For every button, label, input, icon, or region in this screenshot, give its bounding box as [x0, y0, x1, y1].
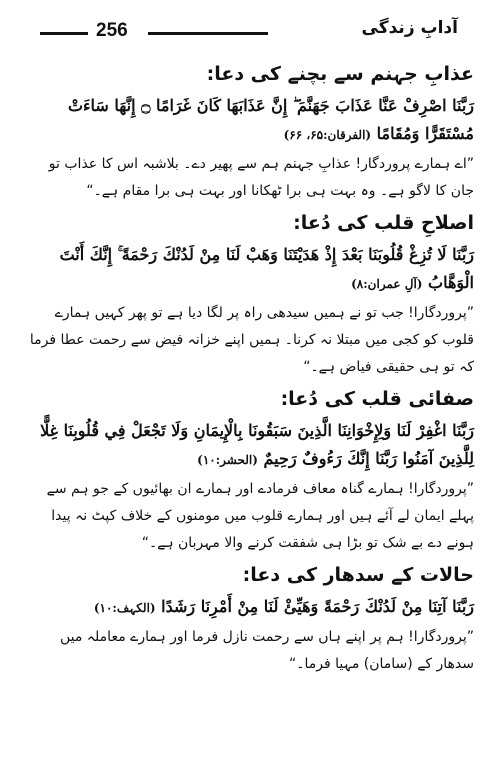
arabic-text: رَبَّنَا لَا تُزِغْ قُلُوبَنَا بَعْدَ إِذْ هَدَيْتَنَا وَهَبْ لَنَا مِنْ لَدُنْكَ رَحْمَةً ۚ إِنَّكَ أَنْتَ الْوَهَّابُ [59, 245, 474, 292]
verse-reference: (آلِ عمران:۸) [351, 277, 423, 291]
verse-reference: (الکہف:۱۰) [93, 601, 156, 615]
page-number: 256 [96, 20, 128, 41]
arabic-verse [22, 241, 474, 298]
header-rule-right [148, 32, 268, 35]
section-halat-sudhar [22, 561, 474, 678]
translation-text: ”پروردگارا! جب تو نے ہمیں سیدھی راہ پر لگا دیا ہے تو پھر کہیں ہمارے قلوب کو کجی میں مبتلا نہ کرنا۔ ہمیں اپنے خزانہ فیض سے رحمت عطا فرما کہ تو ہی حقیقی فیاض ہے۔“ [29, 305, 474, 375]
section-heading: صفائی قلب کی دُعا: [280, 388, 474, 410]
section-jahannam [22, 60, 474, 205]
arabic-verse [22, 593, 474, 622]
translation-text: ”اے ہمارے پروردگار! عذابِ جہنم ہم سے پھیر دے۔ بلاشبہ اس کا عذاب تو جان کا لاگو ہے۔ وہ بہت ہی برا ٹھکانا اور بہت ہی برا مقام ہے۔“ [48, 156, 474, 199]
arabic-text: رَبَّنَا آتِنَا مِنْ لَدُنْكَ رَحْمَةً وَهَيِّئْ لَنَا مِنْ أَمْرِنَا رَشَدًا [161, 597, 474, 616]
running-title: آدابِ زندگی [361, 18, 458, 38]
section-heading: اصلاحِ قلب کی دُعا: [293, 212, 474, 234]
arabic-verse [22, 92, 474, 149]
translation-text: ”پروردگارا! ہم پر اپنے ہاں سے رحمت نازل فرما اور ہمارے معاملہ میں سدھار کے (سامان) مہیا فرما۔“ [60, 629, 474, 672]
verse-reference: (الفرقان:۶۵، ۶۶) [283, 128, 372, 142]
translation-text: ”پروردگارا! ہمارے گناہ معاف فرمادے اور ہمارے ان بھائیوں کے جو ہم سے پہلے ایمان لے آئے ہیں اور ہمارے قلوب میں مومنوں کے خلاف کپٹ نہ پیدا ہونے دے بے شک تو بڑا ہی شفقت کرنے والا مہربان ہے۔“ [46, 481, 474, 551]
arabic-text: رَبَّنَا اغْفِرْ لَنَا وَلِإِخْوَانِنَا الَّذِينَ سَبَقُونَا بِالْإِيمَانِ وَلَا تَجْعَلْ فِي قُلُوبِنَا غِلًّا لِلَّذِينَ آمَنُوا رَبَّنَا إِنَّكَ رَءُوفٌ رَحِيمٌ [40, 421, 474, 468]
section-islah-qalb [22, 209, 474, 381]
page-content [22, 56, 474, 682]
verse-reference: (الحشر:۱۰) [197, 453, 258, 467]
arabic-verse [22, 417, 474, 474]
section-heading: حالات کے سدھار کی دعا: [242, 564, 474, 586]
arabic-text: رَبَّنَا اصْرِفْ عَنَّا عَذَابَ جَهَنَّمَ ۖ إِنَّ عَذَابَهَا كَانَ غَرَامًا ۝ إِنَّهَا سَاءَتْ مُسْتَقَرًّا وَمُقَامًا [67, 96, 474, 143]
section-safai-qalb [22, 385, 474, 557]
header-rule-left [40, 32, 88, 35]
page-header [40, 16, 460, 48]
section-heading: عذابِ جہنم سے بچنے کی دعا: [206, 63, 474, 85]
